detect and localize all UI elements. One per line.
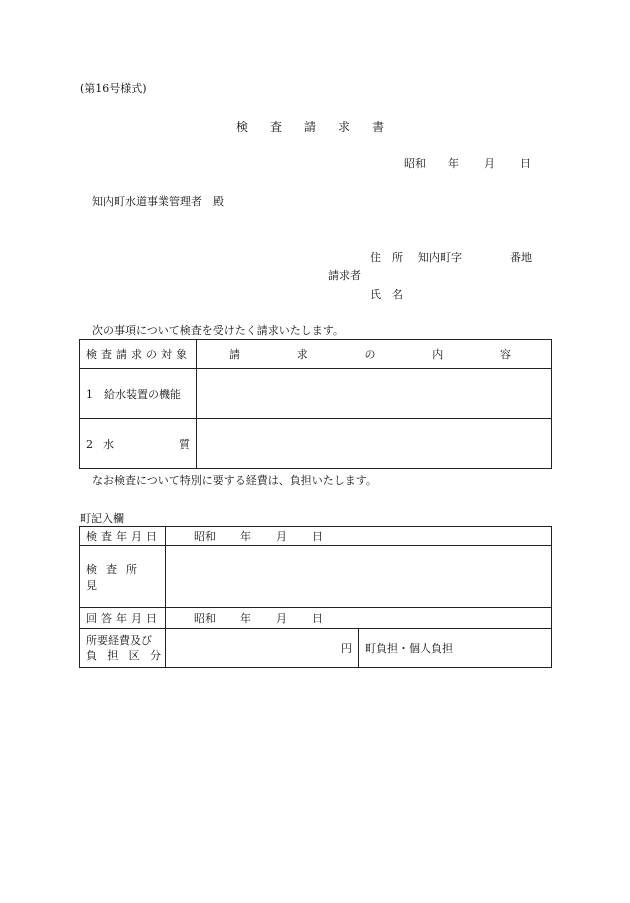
row2-label-group — [86, 436, 114, 452]
header-content — [197, 340, 552, 369]
row2-label-b: 質 — [179, 437, 190, 451]
inspection-date-row — [80, 527, 552, 546]
intro-text: 次の事項について検査を受けたく請求いたします。 — [92, 324, 344, 337]
reply-date-label: 回答年月日 — [80, 608, 166, 629]
date-year: 年 — [448, 157, 459, 170]
cost-row — [80, 629, 552, 668]
inspection-era: 昭和 — [194, 530, 216, 543]
request-table — [79, 339, 552, 469]
reply-day: 日 — [312, 612, 323, 625]
inspection-year: 年 — [240, 530, 251, 543]
address-row — [370, 249, 532, 265]
inspection-month: 月 — [276, 530, 287, 543]
header-content-3: の — [364, 348, 376, 361]
yen-label: 円 — [341, 642, 352, 655]
lot-suffix: 番地 — [510, 251, 532, 264]
document-title — [236, 118, 384, 135]
inspection-date-label: 検査年月日 — [80, 527, 166, 546]
reply-year: 年 — [240, 612, 251, 625]
title-char-5: 書 — [372, 120, 385, 134]
cost-amount[interactable] — [166, 629, 359, 668]
row2-num: 2 — [86, 437, 93, 451]
cost-label-line1: 所要経費及び — [86, 634, 152, 647]
cost-label-char-1: 負 — [86, 649, 97, 662]
row2-content[interactable] — [197, 419, 552, 469]
address-value: 知内町字 — [418, 251, 462, 264]
town-table — [79, 526, 552, 668]
inspection-day: 日 — [312, 530, 323, 543]
title-char-1: 検 — [236, 120, 249, 134]
cost-label-char-2: 担 — [107, 649, 119, 662]
reply-month: 月 — [276, 612, 287, 625]
findings-value[interactable] — [166, 546, 552, 608]
date-day: 日 — [520, 157, 531, 170]
date-month: 月 — [484, 157, 495, 170]
name-label: 氏 名 — [370, 288, 403, 301]
header-content-2: 求 — [296, 348, 308, 361]
burden-cell[interactable] — [359, 629, 552, 668]
findings-row — [80, 546, 552, 608]
cost-label-line2 — [86, 648, 161, 663]
applicant-label: 請求者 — [328, 269, 361, 282]
inspection-date-value[interactable] — [166, 527, 552, 546]
request-table-header — [80, 340, 552, 369]
cost-note: なお検査について特別に要する経費は、負担いたします。 — [92, 474, 377, 487]
cost-label-char-3: 区 — [128, 649, 140, 662]
header-content-1: 請 — [229, 348, 240, 361]
findings-label: 検査所見 — [80, 546, 166, 608]
header-object: 検査請求の対象 — [80, 340, 197, 369]
header-content-5: 容 — [500, 348, 511, 361]
title-char-4: 求 — [338, 120, 351, 134]
request-date — [404, 155, 531, 171]
row1-content[interactable] — [197, 369, 552, 419]
title-char-3: 請 — [304, 120, 317, 134]
address-label: 住 所 — [370, 251, 403, 264]
burden-label: 町負担・個人負担 — [365, 642, 453, 655]
form-number: (第16号様式) — [80, 82, 147, 95]
reply-era: 昭和 — [194, 612, 216, 625]
town-section-label: 町記入欄 — [80, 512, 124, 525]
title-char-2: 査 — [270, 120, 283, 134]
header-content-4: 内 — [432, 348, 444, 361]
cost-label — [80, 629, 166, 668]
row2-label-cell — [80, 419, 197, 469]
cost-label-char-4: 分 — [149, 649, 161, 662]
date-era: 昭和 — [404, 157, 426, 170]
row2-label-a: 水 — [103, 437, 114, 451]
reply-date-row — [80, 608, 552, 629]
row1-label: 1 給水装置の機能 — [80, 369, 197, 419]
request-row-2 — [80, 419, 552, 469]
request-row-1 — [80, 369, 552, 419]
addressee: 知内町水道事業管理者 殿 — [92, 195, 224, 208]
reply-date-value[interactable] — [166, 608, 552, 629]
